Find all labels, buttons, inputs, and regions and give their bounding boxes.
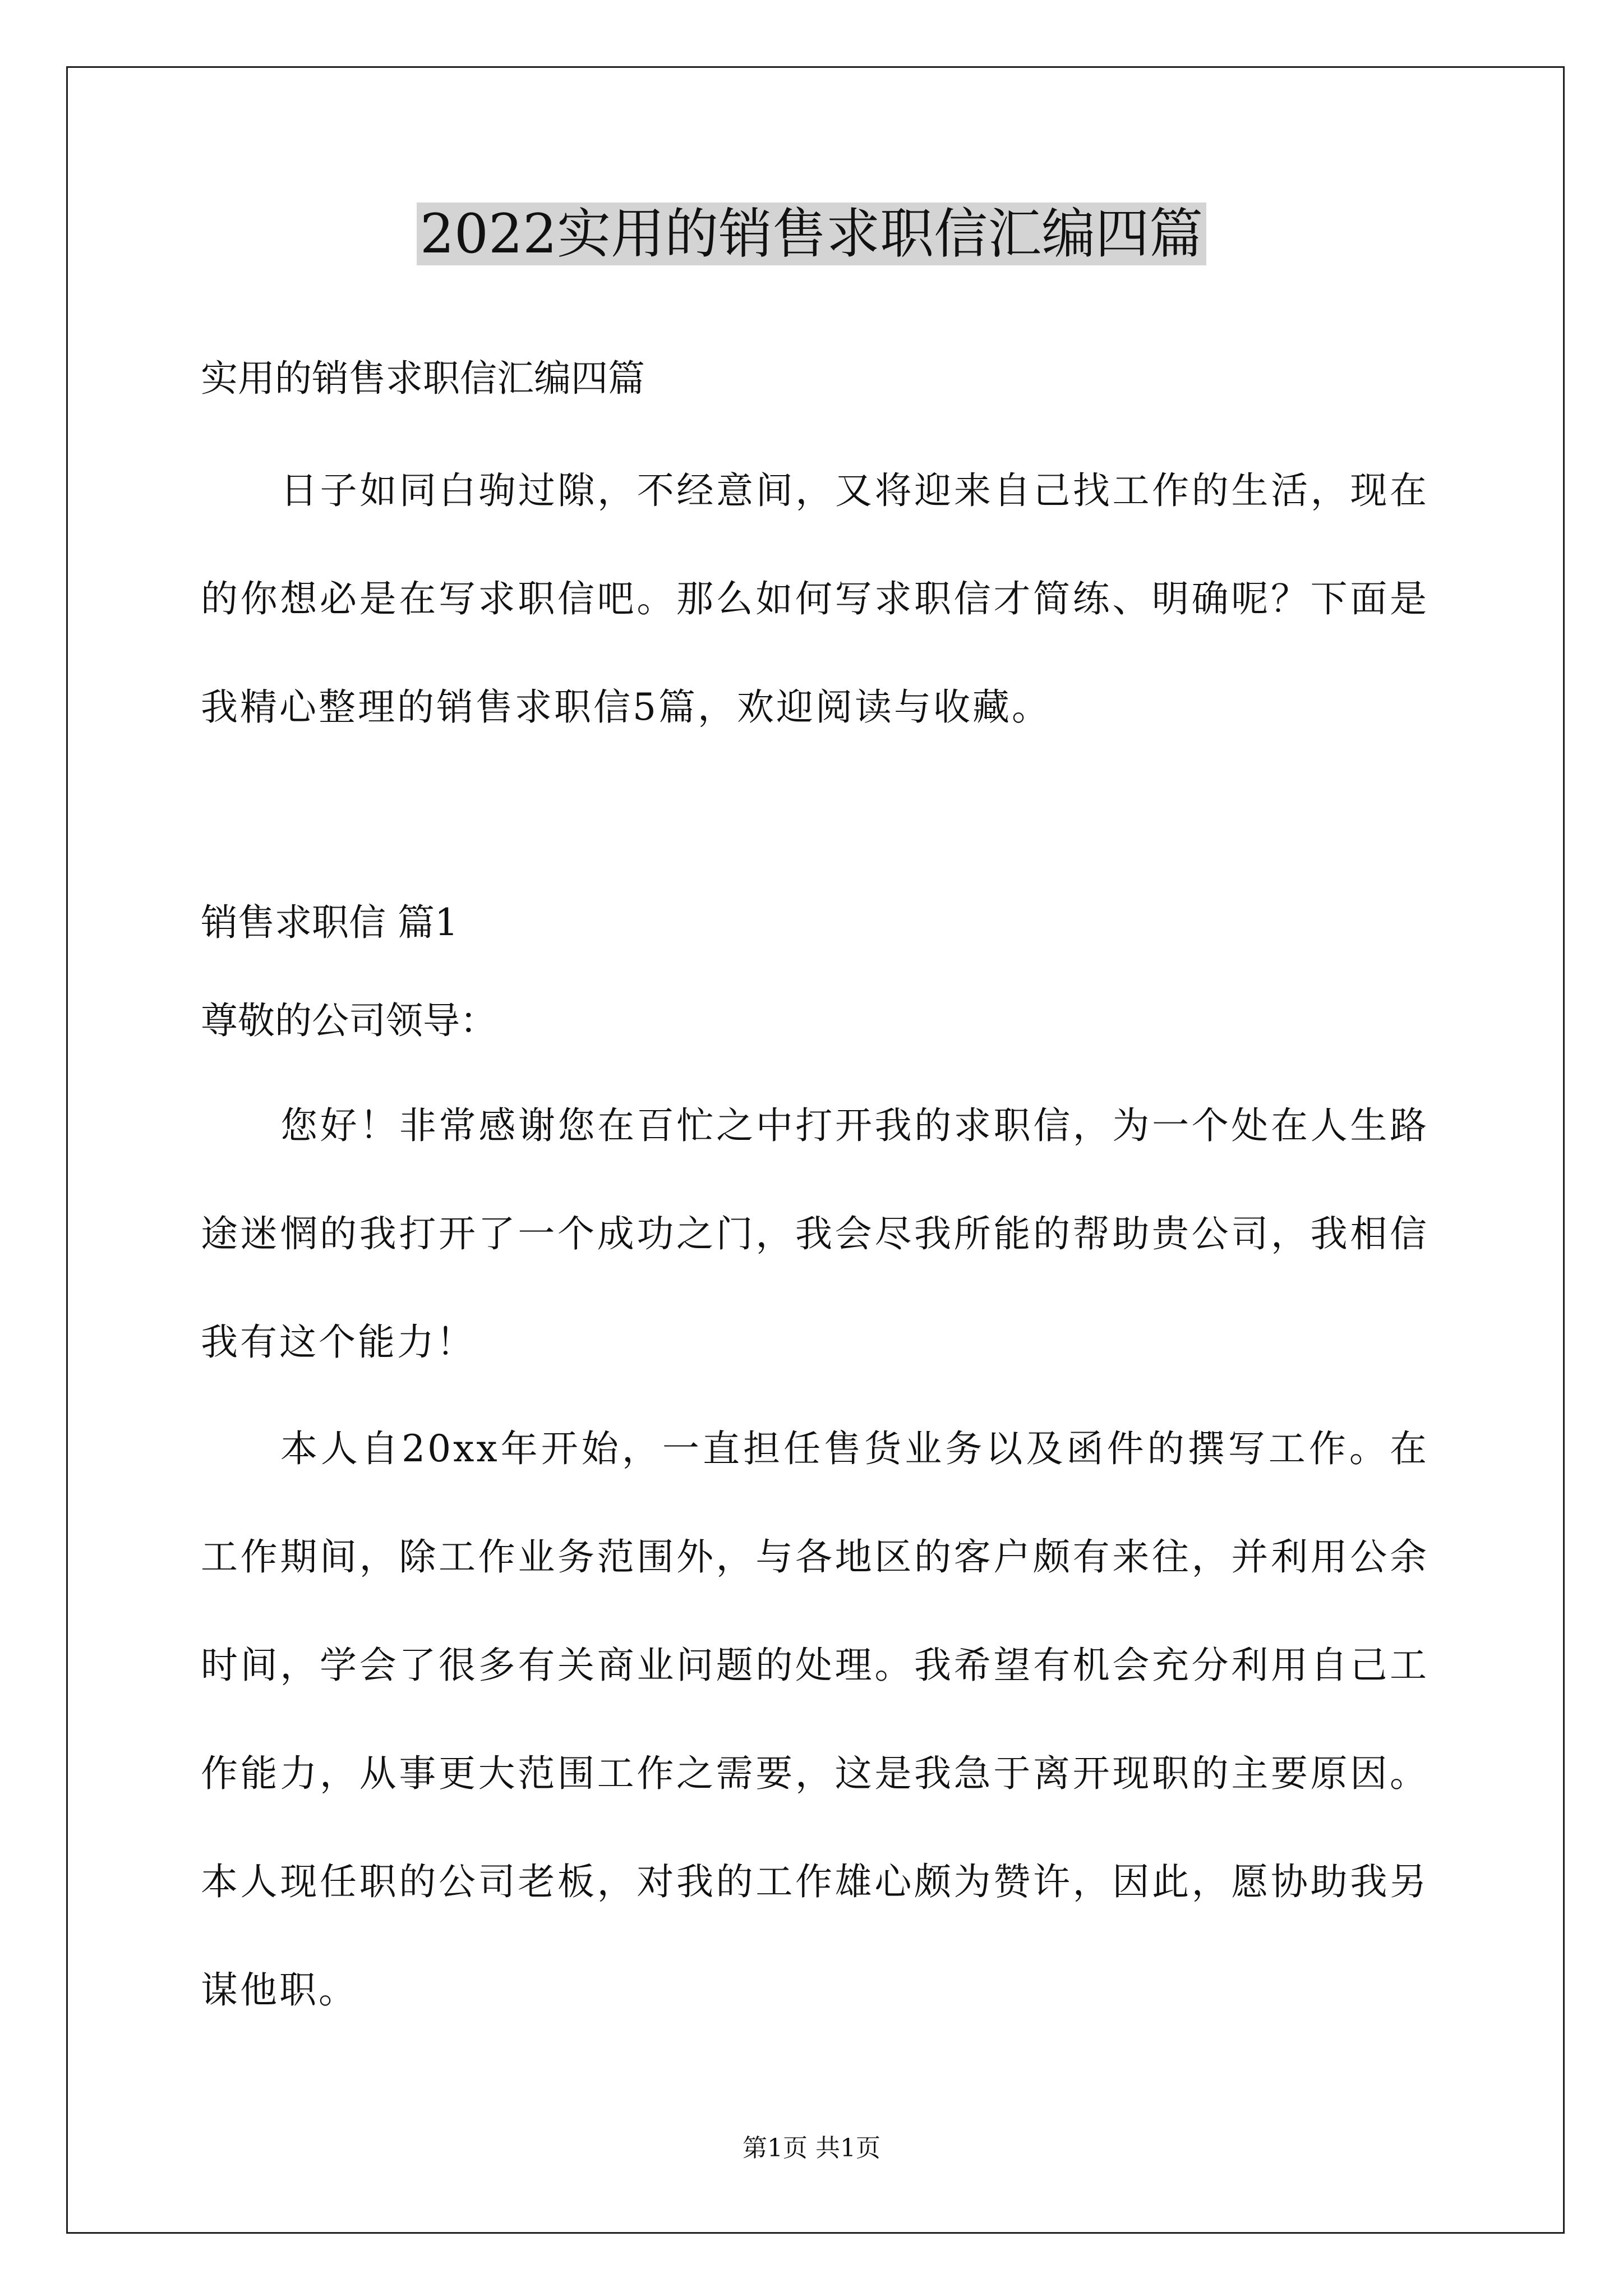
page-footer: 第1页 共1页 [743, 2134, 880, 2162]
body-paragraph-1: 您好！非常感谢您在百忙之中打开我的求职信，为一个处在人生路途迷惘的我打开了一个成功之门，我会尽我所能的帮助贵公司，我相信我有这个能力！ [201, 1104, 1429, 1364]
document-title [0, 197, 1623, 270]
section-heading: 销售求职信 篇1 [201, 901, 458, 944]
document-title-text: 2022实用的销售求职信汇编四篇 [417, 203, 1206, 265]
letter-salutation: 尊敬的公司领导： [201, 999, 497, 1042]
body-paragraph-2: 本人自20xx年开始，一直担任售货业务以及函件的撰写工作。在工作期间，除工作业务范围外，与各地区的客户颇有来往，并利用公余时间，学会了很多有关商业问题的处理。我希望有机会充分利用自己工作能力，从事更大范围工作之需要，这是我急于离开现职的主要原因。本人现任职的公司老板，对我的工作雄心颇为赞许，因此，愿协助我另谋他职。 [201, 1427, 1429, 2012]
document-subtitle: 实用的销售求职信汇编四篇 [201, 357, 645, 400]
intro-paragraph: 日子如同白驹过隙，不经意间，又将迎来自己找工作的生活，现在的你想必是在写求职信吧。那么如何写求职信才简练、明确呢？下面是我精心整理的销售求职信5篇，欢迎阅读与收藏。 [201, 469, 1429, 729]
